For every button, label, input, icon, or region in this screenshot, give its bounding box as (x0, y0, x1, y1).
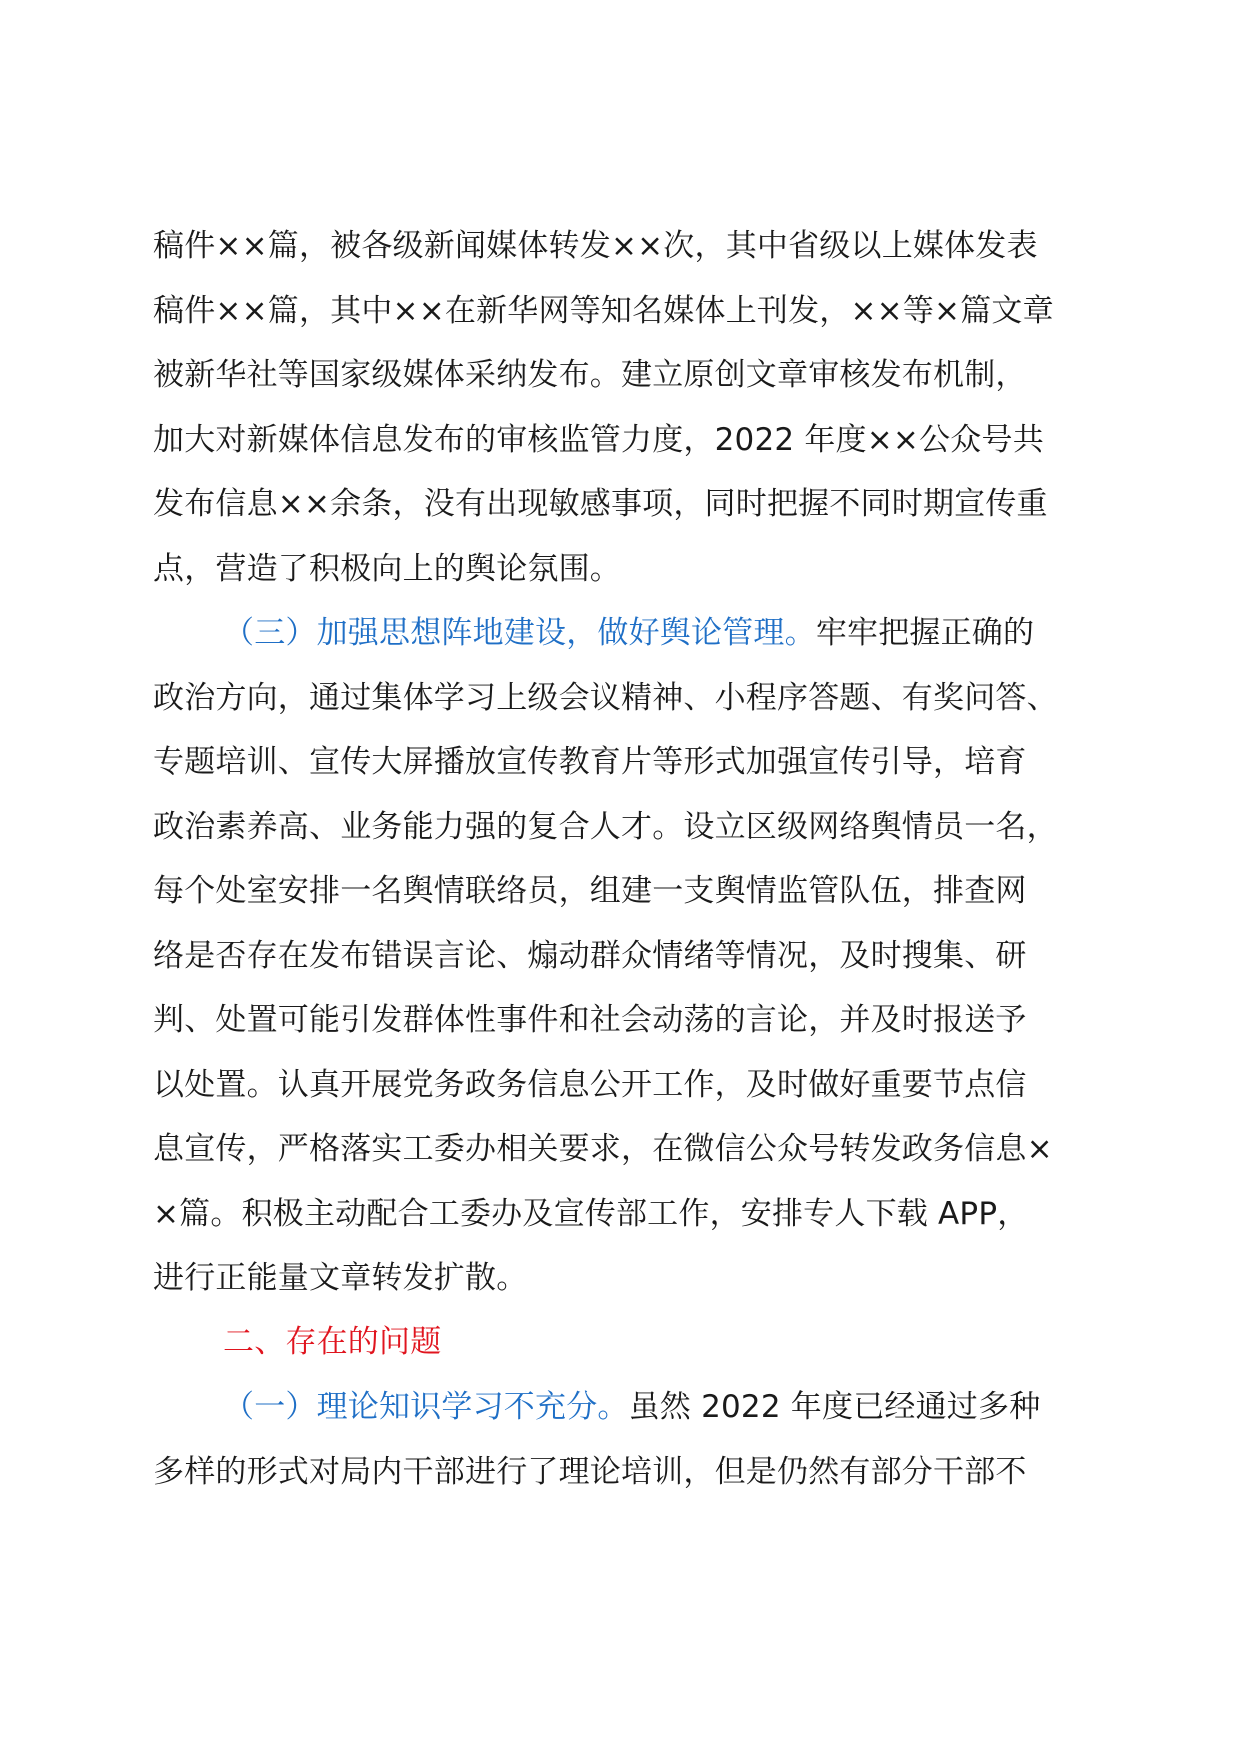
text-line: 发布信息××余条，没有出现敏感事项，同时把握不同时期宣传重 (153, 486, 1048, 522)
text-line: 稿件××篇，其中××在新华网等知名媒体上刊发，××等×篇文章 (153, 292, 1054, 329)
section-heading-problems (153, 1310, 1093, 1375)
subheading-theory-study: （一）理论知识学习不充分。 (223, 1389, 629, 1425)
text-line: 被新华社等国家级媒体采纳发布。建立原创文章审核发布机制， (153, 357, 1027, 393)
paragraph-theory-study (153, 1375, 1093, 1504)
text-line: ×篇。积极主动配合工委办及宣传部工作，安排专人下载 APP， (153, 1195, 1029, 1232)
text-line: 判、处置可能引发群体性事件和社会动荡的言论，并及时报送予 (153, 1002, 1027, 1038)
subheading-ideological-front: （三）加强思想阵地建设，做好舆论管理。 (223, 615, 816, 651)
paragraph-media-publishing (153, 214, 1093, 601)
text-line: 息宣传，严格落实工委办相关要求，在微信公众号转发政务信息× (153, 1131, 1053, 1167)
paragraph-first-line (153, 601, 1093, 666)
section-title: 二、存在的问题 (223, 1324, 442, 1360)
text-line: 进行正能量文章转发扩散。 (153, 1260, 528, 1296)
text-line: 政治素养高、业务能力强的复合人才。设立区级网络舆情员一名， (153, 808, 1058, 845)
text-run: 虽然 2022 年度已经通过多种 (628, 1389, 1041, 1425)
text-line: 络是否存在发布错误言论、煽动群众情绪等情况，及时搜集、研 (153, 937, 1027, 974)
text-run: 牢牢把握正确的 (815, 615, 1035, 651)
text-line: 加大对新媒体信息发布的审核监管力度，2022 年度××公众号共 (153, 421, 1044, 458)
text-line: 以处置。认真开展党务政务信息公开工作，及时做好重要节点信 (153, 1066, 1027, 1103)
text-line: 点，营造了积极向上的舆论氛围。 (153, 550, 621, 587)
text-line: 政治方向，通过集体学习上级会议精神、小程序答题、有奖问答、 (153, 679, 1058, 716)
text-line: 专题培训、宣传大屏播放宣传教育片等形式加强宣传引导，培育 (153, 744, 1027, 780)
text-line: 每个处室安排一名舆情联络员，组建一支舆情监管队伍，排查网 (153, 873, 1027, 909)
paragraph-first-line (153, 1375, 1093, 1440)
text-line: 稿件××篇，被各级新闻媒体转发××次，其中省级以上媒体发表 (153, 228, 1038, 264)
text-line: 多样的形式对局内干部进行了理论培训，但是仍然有部分干部不 (153, 1453, 1027, 1490)
paragraph-ideological-front (153, 601, 1093, 1311)
